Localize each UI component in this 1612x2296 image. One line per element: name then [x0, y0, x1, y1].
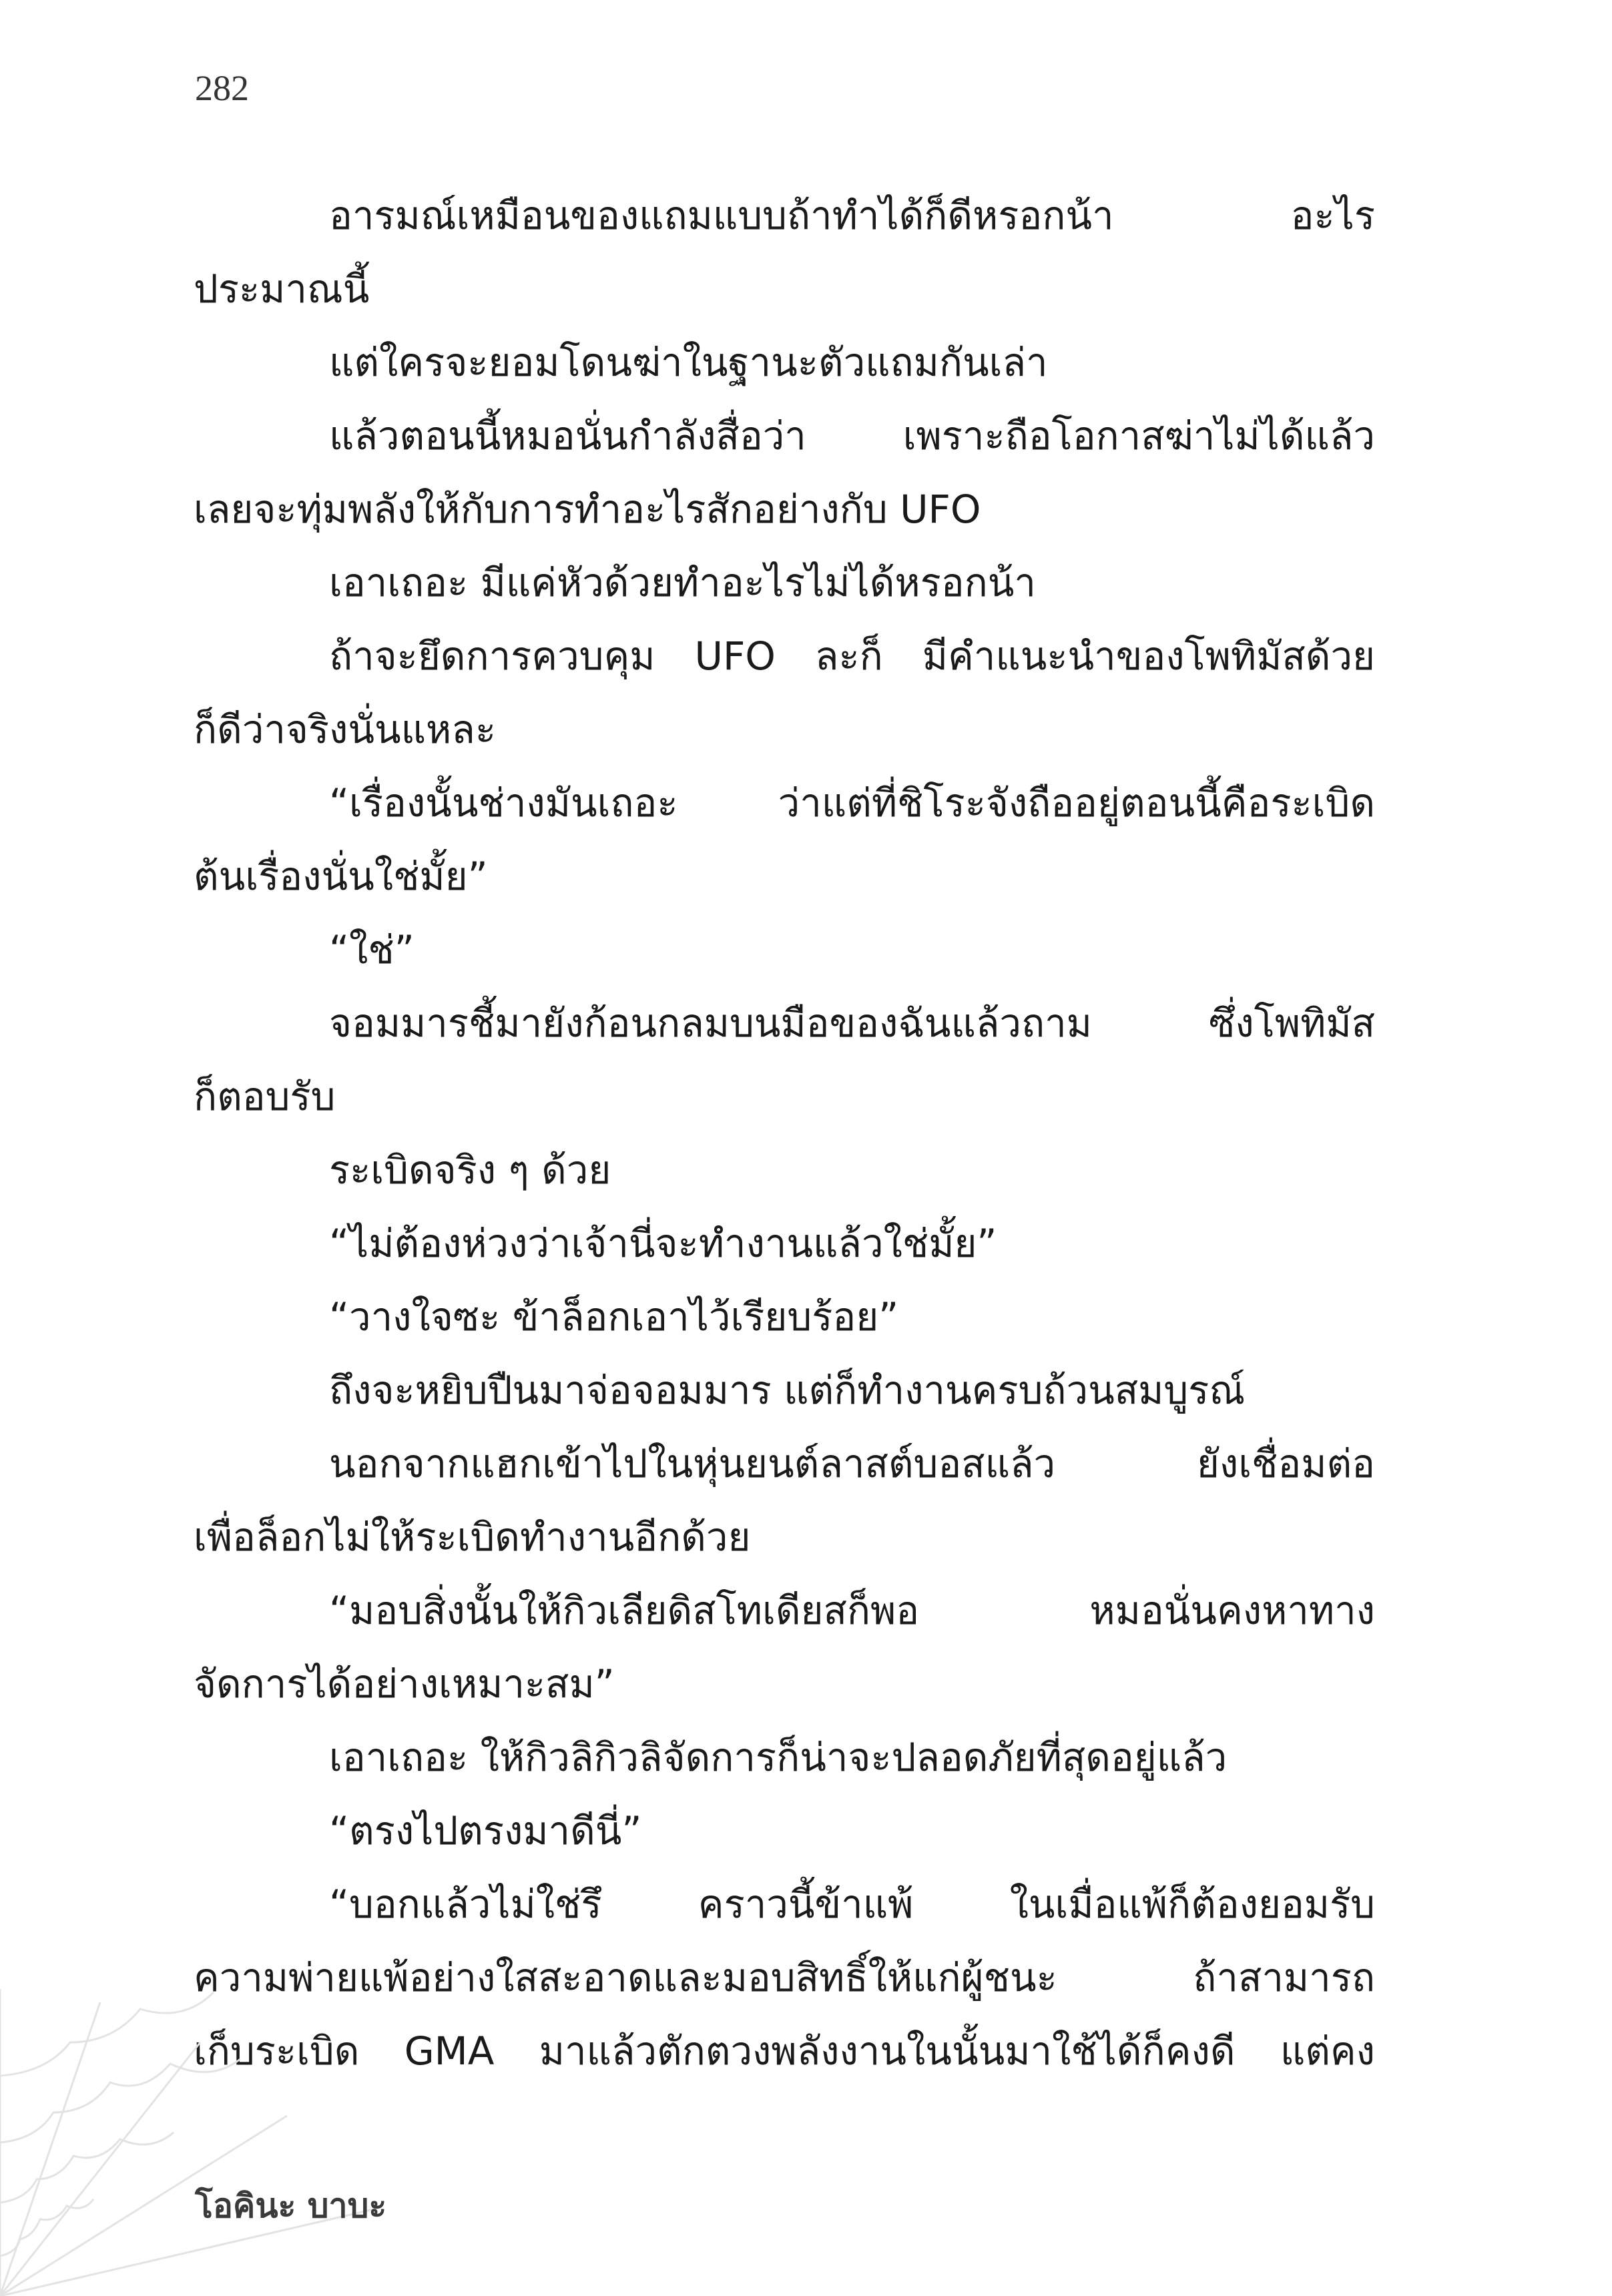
- text-line: อารมณ์เหมือนของแถมแบบถ้าทำได้ก็ดีหรอกน้า อะไร: [329, 193, 1375, 238]
- text-line: ต้นเรื่องนั่นใช่มั้ย”: [194, 854, 488, 899]
- running-footer-title: โอคินะ บาบะ: [195, 2187, 387, 2225]
- text-line: นอกจากแฮกเข้าไปในหุ่นยนต์ลาสต์บอสแล้ว ยังเชื่อมต่อ: [329, 1441, 1375, 1486]
- text-line: ความพ่ายแพ้อย่างใสสะอาดและมอบสิทธิ์ให้แก่ผู้ชนะ ถ้าสามารถ: [194, 1955, 1375, 2000]
- body-text: [194, 179, 1375, 2088]
- text-line: “ใช่”: [329, 927, 415, 972]
- text-line: แล้วตอนนี้หมอนั่นกำลังสื่อว่า เพราะถือโอกาสฆ่าไม่ได้แล้ว: [329, 413, 1375, 459]
- text-line: เพื่อล็อกไม่ให้ระเบิดทำงานอีกด้วย: [194, 1514, 751, 1560]
- text-line: “บอกแล้วไม่ใช่รึ คราวนี้ข้าแพ้ ในเมื่อแพ้ก็ต้องยอมรับ: [329, 1882, 1375, 1927]
- text-line: จอมมารชี้มายังก้อนกลมบนมือของฉันแล้วถาม ซึ่งโพทิมัส: [329, 1000, 1375, 1046]
- text-line: เอาเถอะ มีแค่หัวด้วยทำอะไรไม่ได้หรอกน้า: [329, 560, 1036, 605]
- text-line: ก็ดีว่าจริงนั่นแหละ: [194, 707, 496, 752]
- text-line: ระเบิดจริง ๆ ด้วย: [329, 1147, 611, 1193]
- text-line: ถึงจะหยิบปืนมาจ่อจอมมาร แต่ก็ทำงานครบถ้วนสมบูรณ์: [329, 1368, 1246, 1413]
- text-line: เก็บระเบิด GMA มาแล้วตักตวงพลังงานในนั้นมาใช้ได้ก็คงดี แต่คง: [194, 2028, 1375, 2074]
- text-line: เอาเถอะ ให้กิวลิกิวลิจัดการก็น่าจะปลอดภัยที่สุดอยู่แล้ว: [329, 1735, 1228, 1780]
- text-line: ถ้าจะยึดการควบคุม UFO ละก็ มีคำแนะนำของโพทิมัสด้วย: [329, 633, 1375, 679]
- text-line: “ไม่ต้องห่วงว่าเจ้านี่จะทำงานแล้วใช่มั้ย”: [329, 1221, 997, 1266]
- text-line: “มอบสิ่งนั้นให้กิวเลียดิสโทเดียสก็พอ หมอนั่นคงหาทาง: [329, 1588, 1375, 1633]
- text-line: “ตรงไปตรงมาดีนี่”: [329, 1808, 642, 1853]
- text-line: ประมาณนี้: [194, 266, 370, 312]
- text-line: จัดการได้อย่างเหมาะสม”: [194, 1661, 615, 1707]
- text-line: ก็ตอบรับ: [194, 1074, 336, 1119]
- text-line: “วางใจซะ ข้าล็อกเอาไว้เรียบร้อย”: [329, 1294, 899, 1340]
- text-line: “เรื่องนั้นช่างมันเถอะ ว่าแต่ที่ชิโระจังถืออยู่ตอนนี้คือระเบิด: [329, 780, 1375, 826]
- text-line: แต่ใครจะยอมโดนฆ่าในฐานะตัวแถมกันเล่า: [329, 340, 1048, 385]
- text-line: เลยจะทุ่มพลังให้กับการทำอะไรสักอย่างกับ UFO: [194, 487, 981, 532]
- spider-web-decoration: [0, 1989, 400, 2296]
- page-number: 282: [195, 68, 249, 108]
